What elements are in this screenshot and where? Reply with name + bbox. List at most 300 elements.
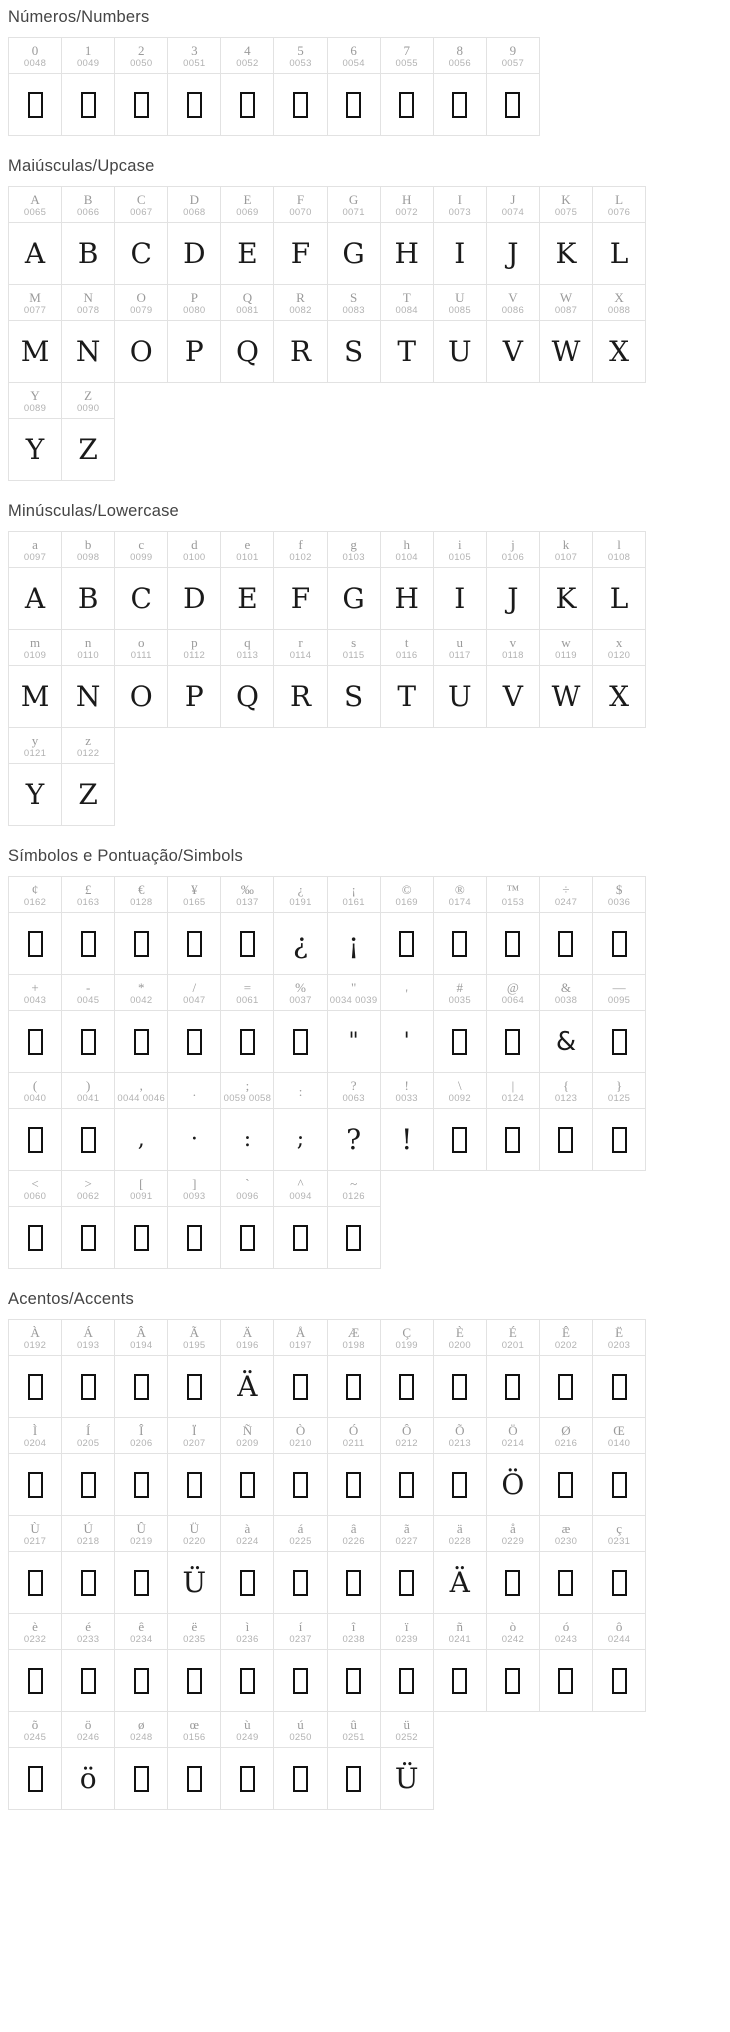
glyph-cell[interactable]	[61, 1711, 115, 1810]
glyph-cell-header	[221, 1073, 273, 1109]
glyph-character-label: 0	[31, 43, 39, 58]
glyph-render	[540, 1650, 592, 1711]
glyph-cell-header	[221, 975, 273, 1011]
glyph-cell[interactable]	[61, 382, 115, 481]
glyph-cell[interactable]	[592, 1417, 646, 1516]
glyph-cell[interactable]	[220, 1515, 274, 1614]
glyph-cell[interactable]	[592, 876, 646, 975]
glyph-cell[interactable]	[8, 1319, 62, 1418]
glyph-cell[interactable]	[114, 1515, 168, 1614]
glyph-text: L	[609, 236, 629, 270]
glyph-cell-header	[115, 285, 167, 321]
glyph-cell[interactable]	[273, 629, 327, 728]
glyph-code-label: 0214	[501, 1438, 525, 1449]
glyph-cell[interactable]	[273, 1613, 327, 1712]
glyph-character-label: Ã	[189, 1325, 200, 1340]
glyph-code-label: 0191	[289, 897, 312, 908]
glyph-code-label: 0249	[236, 1732, 259, 1743]
glyph-cell[interactable]	[114, 531, 168, 630]
glyph-character-label: Œ	[613, 1423, 625, 1438]
glyph-cell[interactable]	[220, 1613, 274, 1712]
glyph-cell[interactable]	[220, 1170, 274, 1269]
glyph-cell[interactable]	[486, 1515, 540, 1614]
glyph-code-label: 0038	[554, 995, 578, 1006]
glyph-cell[interactable]	[61, 629, 115, 728]
glyph-cell[interactable]	[8, 1170, 62, 1269]
glyph-cell[interactable]	[433, 1072, 487, 1171]
glyph-cell-header	[487, 1418, 539, 1454]
glyph-cell[interactable]	[220, 974, 274, 1073]
glyph-cell[interactable]	[114, 1613, 168, 1712]
glyph-text: T	[397, 334, 417, 368]
glyph-cell[interactable]	[433, 284, 487, 383]
glyph-cell[interactable]	[486, 37, 540, 136]
glyph-character-label: )	[85, 1078, 91, 1093]
glyph-cell[interactable]	[539, 1319, 593, 1418]
glyph-cell[interactable]	[327, 186, 381, 285]
glyph-cell[interactable]	[8, 1072, 62, 1171]
glyph-cell-header	[328, 1712, 380, 1748]
glyph-cell[interactable]	[273, 186, 327, 285]
glyph-cell-header	[328, 532, 380, 568]
glyph-cell-header	[221, 38, 273, 74]
glyph-cell-header	[328, 187, 380, 223]
glyph-text: Y	[25, 432, 45, 466]
glyph-cell[interactable]	[273, 974, 327, 1073]
glyph-code-label: 0106	[501, 552, 525, 563]
glyph-code-label: 0073	[448, 207, 471, 218]
glyph-cell[interactable]	[433, 974, 487, 1073]
glyph-cell-header	[274, 285, 326, 321]
glyph-cell-header	[168, 630, 220, 666]
glyph-character-label: l	[617, 537, 621, 552]
glyph-cell[interactable]	[273, 1417, 327, 1516]
glyph-cell[interactable]	[592, 1613, 646, 1712]
glyph-character-label: Z	[84, 388, 93, 403]
glyph-cell[interactable]	[433, 1319, 487, 1418]
glyph-cell[interactable]	[380, 876, 434, 975]
glyph-cell[interactable]	[592, 1072, 646, 1171]
glyph-cell[interactable]	[539, 1417, 593, 1516]
glyph-character-label: e	[244, 537, 251, 552]
glyph-character-label: j	[511, 537, 515, 552]
glyph-cell[interactable]	[539, 1613, 593, 1712]
glyph-cell[interactable]	[539, 629, 593, 728]
glyph-cell[interactable]	[380, 1711, 434, 1810]
glyph-code-label: 0064	[501, 995, 525, 1006]
glyph-cell[interactable]	[486, 876, 540, 975]
glyph-cell[interactable]	[167, 876, 221, 975]
glyph-cell[interactable]	[327, 531, 381, 630]
glyph-cell[interactable]	[61, 1417, 115, 1516]
glyph-character-label: ]	[192, 1176, 197, 1191]
glyph-code-label: 0137	[236, 897, 259, 908]
glyph-cell[interactable]	[380, 1319, 434, 1418]
glyph-cell[interactable]	[8, 186, 62, 285]
glyph-cell[interactable]	[8, 727, 62, 826]
glyph-cell-header	[593, 975, 645, 1011]
glyph-cell[interactable]	[61, 1170, 115, 1269]
glyph-cell-header	[487, 1614, 539, 1650]
glyph-code-label: 0205	[76, 1438, 100, 1449]
glyph-cell[interactable]	[114, 284, 168, 383]
glyph-cell[interactable]	[327, 1319, 381, 1418]
glyph-character-label: 3	[191, 43, 198, 58]
glyph-cell[interactable]	[114, 1319, 168, 1418]
glyph-code-label: 0090	[76, 403, 100, 414]
glyph-cell[interactable]	[61, 531, 115, 630]
glyph-render	[9, 1748, 61, 1809]
glyph-code-label: 0035	[448, 995, 471, 1006]
glyph-cell-header	[540, 1516, 592, 1552]
glyph-cell[interactable]	[273, 1170, 327, 1269]
glyph-cell-header	[434, 187, 486, 223]
glyph-render	[328, 1454, 380, 1515]
glyph-character-label: ò	[509, 1619, 517, 1634]
glyph-grid	[8, 876, 658, 1268]
glyph-character-label: Á	[83, 1325, 93, 1340]
glyph-character-label: \	[457, 1078, 462, 1093]
glyph-cell[interactable]	[380, 284, 434, 383]
glyph-cell[interactable]	[327, 876, 381, 975]
glyph-cell-header	[593, 532, 645, 568]
glyph-code-label: 0066	[76, 207, 100, 218]
glyph-text: M	[20, 679, 50, 713]
glyph-code-label: 0081	[236, 305, 259, 316]
glyph-cell[interactable]	[486, 1613, 540, 1712]
glyph-character-label: Q	[242, 290, 253, 305]
glyph-cell-header	[115, 38, 167, 74]
glyph-character-label: y	[31, 733, 39, 748]
glyph-code-label: 0219	[130, 1536, 153, 1547]
glyph-render	[540, 1454, 592, 1515]
glyph-cell[interactable]	[220, 1711, 274, 1810]
glyph-cell[interactable]	[273, 876, 327, 975]
glyph-cell[interactable]	[114, 1072, 168, 1171]
glyph-cell[interactable]	[167, 1170, 221, 1269]
glyph-render	[221, 568, 273, 629]
glyph-text: I	[454, 236, 466, 270]
glyph-code-label: 0052	[236, 58, 259, 69]
glyph-cell[interactable]	[8, 284, 62, 383]
glyph-cell[interactable]	[486, 186, 540, 285]
glyph-text: B	[77, 581, 99, 615]
glyph-render	[274, 1454, 326, 1515]
glyph-cell[interactable]	[220, 531, 274, 630]
glyph-code-label: 0235	[183, 1634, 206, 1645]
glyph-code-label: 0153	[501, 897, 525, 908]
glyph-cell[interactable]	[8, 1515, 62, 1614]
glyph-text: P	[184, 334, 204, 368]
glyph-cell[interactable]	[327, 1613, 381, 1712]
glyph-cell[interactable]	[114, 37, 168, 136]
glyph-code-label: 0099	[130, 552, 153, 563]
glyph-character-label: X	[614, 290, 624, 305]
glyph-code-label: 0110	[77, 650, 99, 661]
glyph-character-label: U	[455, 290, 465, 305]
glyph-cell[interactable]	[61, 1515, 115, 1614]
glyph-cell[interactable]	[273, 284, 327, 383]
glyph-cell[interactable]	[8, 1417, 62, 1516]
glyph-cell[interactable]	[327, 629, 381, 728]
glyph-cell[interactable]	[380, 629, 434, 728]
glyph-cell[interactable]	[592, 186, 646, 285]
glyph-cell[interactable]	[433, 37, 487, 136]
glyph-cell[interactable]	[220, 876, 274, 975]
glyph-cell[interactable]	[327, 1170, 381, 1269]
glyph-code-label: 0163	[76, 897, 100, 908]
glyph-cell-header	[593, 877, 645, 913]
glyph-cell[interactable]	[61, 284, 115, 383]
glyph-cell[interactable]	[8, 531, 62, 630]
glyph-render	[540, 1356, 592, 1417]
glyph-cell[interactable]	[433, 629, 487, 728]
glyph-cell[interactable]	[167, 1711, 221, 1810]
glyph-cell[interactable]	[220, 1417, 274, 1516]
glyph-cell-header	[328, 975, 380, 1011]
glyph-cell[interactable]	[220, 284, 274, 383]
glyph-character-label: ™	[506, 882, 520, 897]
glyph-render	[593, 568, 645, 629]
glyph-cell[interactable]	[114, 876, 168, 975]
glyph-cell[interactable]	[380, 974, 434, 1073]
glyph-cell[interactable]	[433, 1613, 487, 1712]
glyph-character-label: ï	[404, 1619, 409, 1634]
glyph-character-label: u	[456, 635, 464, 650]
glyph-cell-header	[593, 630, 645, 666]
glyph-cell[interactable]	[486, 284, 540, 383]
glyph-cell[interactable]	[380, 1613, 434, 1712]
glyph-text: Z	[78, 432, 98, 466]
glyph-code-label: 0098	[76, 552, 100, 563]
glyph-cell[interactable]	[114, 186, 168, 285]
glyph-character-label: @	[506, 980, 519, 995]
glyph-code-label: 0094	[289, 1191, 312, 1202]
glyph-character-label: R	[296, 290, 305, 305]
glyph-cell[interactable]	[539, 284, 593, 383]
glyph-cell[interactable]	[327, 1515, 381, 1614]
glyph-render	[593, 1356, 645, 1417]
glyph-cell[interactable]	[486, 531, 540, 630]
glyph-cell[interactable]	[61, 1072, 115, 1171]
glyph-character-label: Ë	[615, 1325, 624, 1340]
glyph-render	[540, 1552, 592, 1613]
glyph-code-label: 0057	[501, 58, 525, 69]
glyph-text: "	[348, 1028, 359, 1054]
glyph-cell[interactable]	[539, 531, 593, 630]
glyph-code-label: 0076	[607, 207, 631, 218]
glyph-cell[interactable]	[220, 1072, 274, 1171]
glyph-cell[interactable]	[61, 876, 115, 975]
glyph-cell[interactable]	[327, 1711, 381, 1810]
glyph-cell[interactable]	[433, 531, 487, 630]
glyph-cell-header	[434, 532, 486, 568]
glyph-cell[interactable]	[273, 37, 327, 136]
glyph-cell[interactable]	[167, 1613, 221, 1712]
glyph-text: H	[394, 581, 419, 615]
glyph-cell[interactable]	[433, 876, 487, 975]
glyph-cell-header	[62, 38, 114, 74]
glyph-cell[interactable]	[167, 1072, 221, 1171]
glyph-cell-header	[9, 1418, 61, 1454]
glyph-cell[interactable]	[380, 531, 434, 630]
glyph-cell[interactable]	[273, 1072, 327, 1171]
glyph-code-label: 0237	[289, 1634, 312, 1645]
glyph-cell-header	[487, 187, 539, 223]
glyph-code-label: 0114	[289, 650, 312, 661]
glyph-cell-header	[593, 1073, 645, 1109]
glyph-cell[interactable]	[167, 1319, 221, 1418]
glyph-character-label: È	[455, 1325, 464, 1340]
glyph-code-label: 0086	[501, 305, 525, 316]
glyph-code-label: 0248	[130, 1732, 153, 1743]
glyph-cell-header	[274, 187, 326, 223]
glyph-cell[interactable]	[167, 1417, 221, 1516]
glyph-character-label: ë	[191, 1619, 198, 1634]
glyph-render	[540, 913, 592, 974]
glyph-render	[62, 764, 114, 825]
glyph-cell-header	[540, 1418, 592, 1454]
glyph-cell[interactable]	[433, 1417, 487, 1516]
glyph-cell[interactable]	[592, 974, 646, 1073]
glyph-cell[interactable]	[167, 974, 221, 1073]
glyph-cell[interactable]	[220, 629, 274, 728]
glyph-cell[interactable]	[8, 382, 62, 481]
glyph-cell[interactable]	[220, 1319, 274, 1418]
glyph-render	[115, 1454, 167, 1515]
glyph-cell[interactable]	[273, 531, 327, 630]
glyph-cell[interactable]	[327, 1072, 381, 1171]
glyph-cell[interactable]	[486, 629, 540, 728]
glyph-cell[interactable]	[8, 974, 62, 1073]
glyph-cell-header	[221, 285, 273, 321]
glyph-cell[interactable]	[380, 186, 434, 285]
glyph-character-label: $	[615, 882, 623, 897]
glyph-character-label: V	[508, 290, 518, 305]
glyph-cell[interactable]	[114, 974, 168, 1073]
glyph-text: U	[447, 334, 472, 368]
glyph-cell[interactable]	[8, 37, 62, 136]
glyph-cell[interactable]	[486, 1072, 540, 1171]
glyph-cell[interactable]	[114, 1170, 168, 1269]
glyph-cell[interactable]	[273, 1515, 327, 1614]
glyph-cell-header	[221, 630, 273, 666]
glyph-cell[interactable]	[61, 974, 115, 1073]
glyph-code-label: 0093	[183, 1191, 206, 1202]
glyph-code-label: 0198	[342, 1340, 365, 1351]
glyph-cell[interactable]	[592, 1515, 646, 1614]
glyph-cell[interactable]	[8, 1711, 62, 1810]
glyph-character-label: Ú	[83, 1521, 93, 1536]
glyph-cell[interactable]	[114, 1711, 168, 1810]
glyph-cell-header	[62, 975, 114, 1011]
glyph-cell-header	[221, 877, 273, 913]
glyph-render	[9, 764, 61, 825]
glyph-render	[593, 1552, 645, 1613]
glyph-cell[interactable]	[167, 284, 221, 383]
glyph-code-label: 0200	[448, 1340, 471, 1351]
glyph-cell[interactable]	[592, 531, 646, 630]
glyph-cell[interactable]	[539, 1072, 593, 1171]
glyph-cell[interactable]	[486, 1319, 540, 1418]
glyph-cell[interactable]	[61, 1613, 115, 1712]
glyph-render	[168, 568, 220, 629]
glyph-cell[interactable]	[327, 37, 381, 136]
glyph-cell[interactable]	[167, 629, 221, 728]
glyph-cell[interactable]	[61, 1319, 115, 1418]
glyph-code-label: 0203	[607, 1340, 631, 1351]
glyph-cell[interactable]	[380, 37, 434, 136]
glyph-cell[interactable]	[114, 1417, 168, 1516]
glyph-render	[381, 1748, 433, 1809]
glyph-cell[interactable]	[539, 876, 593, 975]
glyph-cell[interactable]	[592, 284, 646, 383]
glyph-cell[interactable]	[539, 1515, 593, 1614]
glyph-cell[interactable]	[327, 1417, 381, 1516]
glyph-cell-header	[168, 1614, 220, 1650]
glyph-code-label: 0042	[130, 995, 153, 1006]
glyph-cell[interactable]	[61, 186, 115, 285]
glyph-code-label: 0055	[395, 58, 418, 69]
glyph-cell[interactable]	[8, 1613, 62, 1712]
glyph-render	[115, 321, 167, 382]
glyph-cell[interactable]	[380, 1515, 434, 1614]
glyph-cell[interactable]	[327, 284, 381, 383]
glyph-cell[interactable]	[273, 1711, 327, 1810]
glyph-character-label: <	[31, 1176, 39, 1191]
glyph-render	[328, 1650, 380, 1711]
glyph-cell[interactable]	[539, 186, 593, 285]
glyph-cell[interactable]	[539, 974, 593, 1073]
glyph-render	[593, 913, 645, 974]
glyph-cell-header	[487, 877, 539, 913]
glyph-cell[interactable]	[220, 186, 274, 285]
glyph-cell[interactable]	[592, 1319, 646, 1418]
glyph-cell[interactable]	[114, 629, 168, 728]
glyph-cell[interactable]	[592, 629, 646, 728]
glyph-cell[interactable]	[486, 974, 540, 1073]
glyph-cell[interactable]	[380, 1417, 434, 1516]
glyph-cell[interactable]	[8, 876, 62, 975]
glyph-cell[interactable]	[486, 1417, 540, 1516]
glyph-code-label: 0085	[448, 305, 471, 316]
glyph-cell[interactable]	[167, 186, 221, 285]
glyph-cell[interactable]	[167, 531, 221, 630]
glyph-cell-header	[540, 285, 592, 321]
glyph-cell[interactable]	[61, 37, 115, 136]
glyph-cell[interactable]	[433, 186, 487, 285]
glyph-cell[interactable]	[8, 629, 62, 728]
glyph-cell-header	[62, 877, 114, 913]
glyph-text: G	[342, 581, 365, 615]
glyph-cell[interactable]	[167, 37, 221, 136]
glyph-text: ¿	[293, 926, 309, 960]
glyph-cell[interactable]	[327, 974, 381, 1073]
glyph-cell[interactable]	[273, 1319, 327, 1418]
glyph-code-label: 0048	[23, 58, 47, 69]
glyph-cell[interactable]	[433, 1515, 487, 1614]
glyph-render	[381, 568, 433, 629]
glyph-text: '	[403, 1028, 410, 1054]
glyph-cell[interactable]	[220, 37, 274, 136]
glyph-render	[381, 1454, 433, 1515]
glyph-cell[interactable]	[380, 1072, 434, 1171]
glyph-character-label: ù	[244, 1717, 251, 1732]
glyph-code-label: 0078	[76, 305, 100, 316]
glyph-render	[593, 666, 645, 727]
glyph-cell[interactable]	[61, 727, 115, 826]
glyph-cell[interactable]	[167, 1515, 221, 1614]
